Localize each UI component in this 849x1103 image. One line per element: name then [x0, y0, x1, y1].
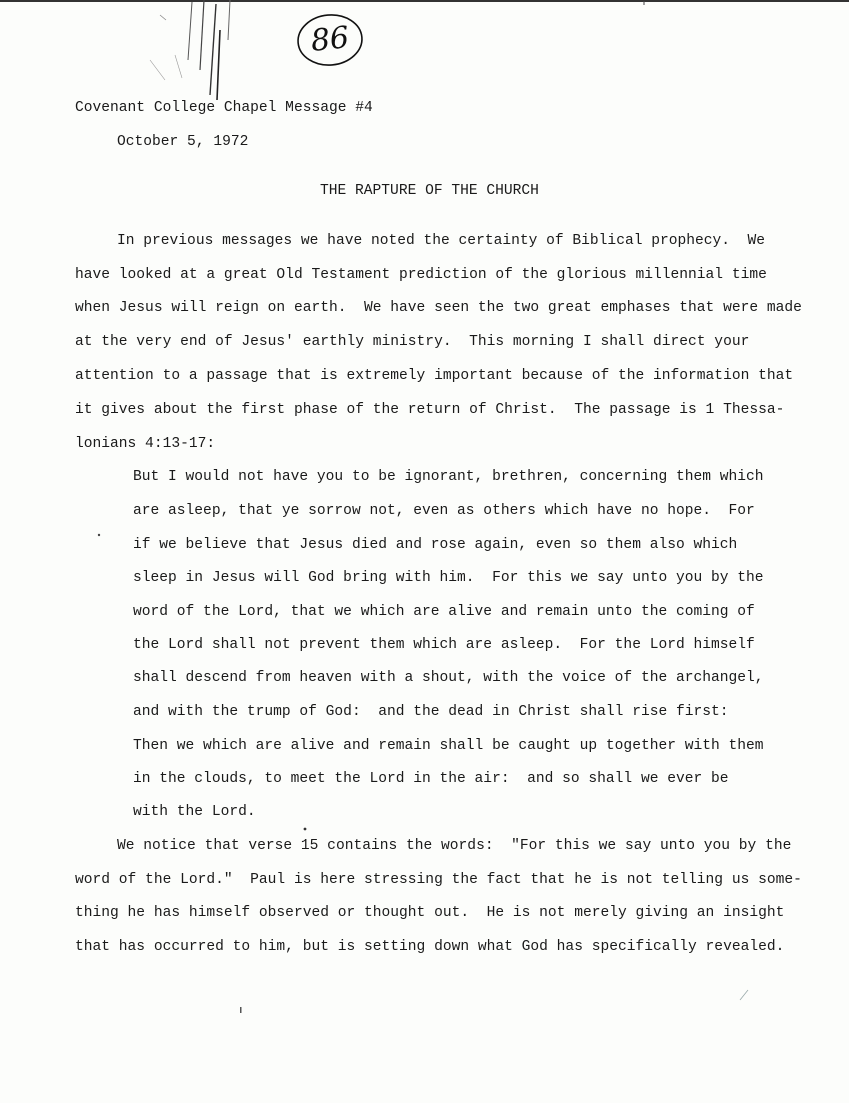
quotation-line: shall descend from heaven with a shout, with the voice of the archangel, — [133, 670, 764, 686]
paragraph-line: lonians 4:13-17: — [75, 436, 216, 452]
paragraph-line: it gives about the first phase of the return of Christ. The passage is 1 Thessa- — [75, 402, 785, 418]
quotation-line: word of the Lord, that we which are alive and remain unto the coming of — [133, 604, 755, 620]
paragraph-line: when Jesus will reign on earth. We have seen the two great emphases that were made — [75, 300, 802, 316]
quotation-line: Then we which are alive and remain shall be caught up together with them — [133, 738, 764, 754]
scan-speck — [641, 0, 647, 8]
quotation-line: But I would not have you to be ignorant, brethren, concerning them which — [133, 469, 764, 485]
paragraph-line: have looked at a great Old Testament prediction of the glorious millennial time — [75, 267, 767, 283]
quotation-line: are asleep, that ye sorrow not, even as others which have no hope. For — [133, 503, 755, 519]
message-date: October 5, 1972 — [117, 134, 249, 150]
scan-speck — [738, 988, 752, 1002]
document-title: THE RAPTURE OF THE CHURCH — [320, 183, 539, 199]
pen-scribble-marks — [120, 0, 260, 110]
quotation-line: sleep in Jesus will God bring with him. For this we say unto you by the — [133, 570, 764, 586]
quotation-line: if we believe that Jesus died and rose again, even so them also which — [133, 537, 738, 553]
quotation-line: and with the trump of God: and the dead in Christ shall rise first: — [133, 704, 729, 720]
paragraph-line: thing he has himself observed or thought out. He is not merely giving an insight — [75, 905, 785, 921]
quotation-line: with the Lord. — [133, 804, 256, 820]
scan-speck — [96, 532, 102, 538]
handwritten-page-number: 86 — [309, 20, 351, 59]
paragraph-line: In previous messages we have noted the certainty of Biblical prophecy. We — [117, 233, 766, 249]
quotation-line: in the clouds, to meet the Lord in the air: and so shall we ever be — [133, 771, 729, 787]
paragraph-line: at the very end of Jesus' earthly ministry. This morning I shall direct your — [75, 334, 750, 350]
paragraph-line: We notice that verse 15 contains the words: "For this we say unto you by the — [117, 838, 792, 854]
message-heading: Covenant College Chapel Message #4 — [75, 100, 373, 116]
paragraph-line: that has occurred to him, but is setting down what God has specifically revealed. — [75, 939, 785, 955]
quotation-line: the Lord shall not prevent them which are asleep. For the Lord himself — [133, 637, 755, 653]
paragraph-line: word of the Lord." Paul is here stressing the fact that he is not telling us some- — [75, 872, 802, 888]
scan-speck — [238, 1006, 244, 1016]
scan-speck — [302, 826, 308, 832]
paragraph-line: attention to a passage that is extremely important because of the information that — [75, 368, 794, 384]
